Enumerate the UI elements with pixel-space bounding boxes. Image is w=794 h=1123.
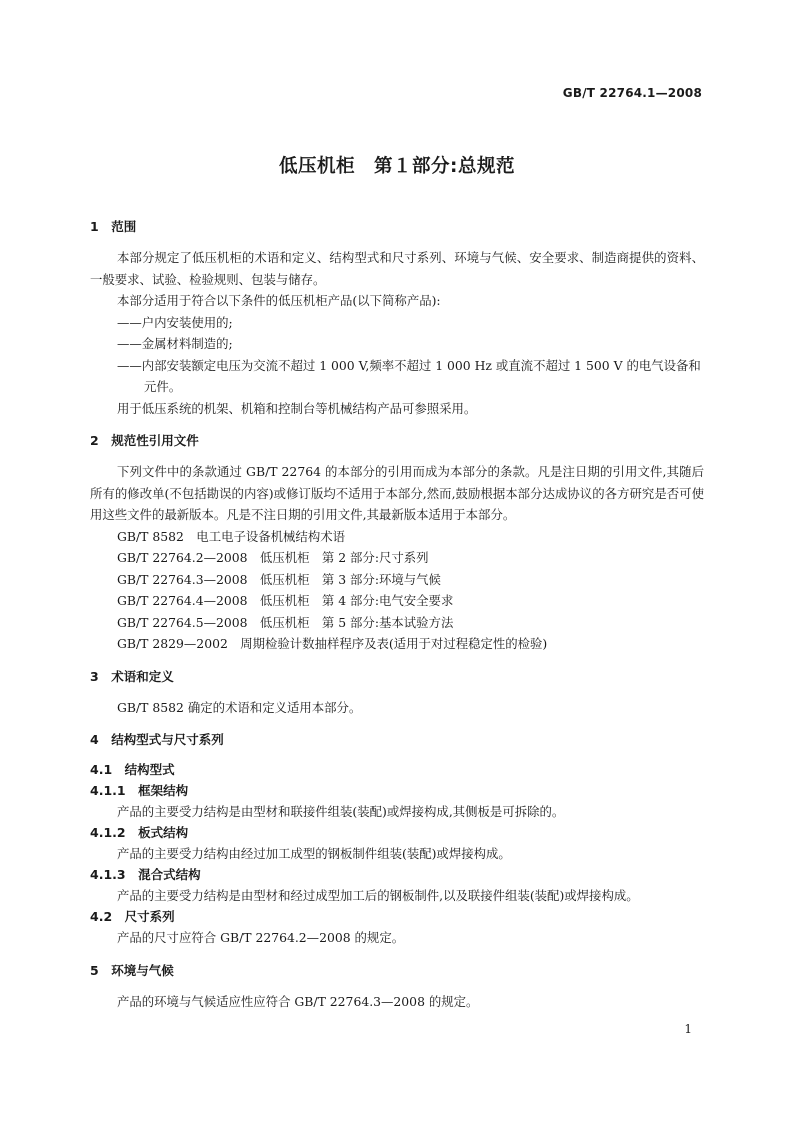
- section-4-heading: 4 结构型式与尺寸系列: [90, 732, 224, 747]
- subsection-4-1-3-heading: 4.1.3 混合式结构: [90, 866, 201, 882]
- reference-item: GB/T 8582 电工电子设备机械结构术语: [117, 528, 345, 544]
- subsection-4-1-3-text: 产品的主要受力结构是由型材和经过成型加工后的钢板制件,以及联接件组装(装配)或焊接构成。: [117, 888, 639, 903]
- subsection-4-1-2-text: 产品的主要受力结构由经过加工成型的钢板制件组装(装配)或焊接构成。: [117, 846, 511, 861]
- section-2-heading: 2 规范性引用文件: [90, 433, 199, 448]
- section-5-heading: 5 环境与气候: [90, 962, 174, 978]
- list-item: ——内部安装额定电压为交流不超过 1 000 V,频率不超过 1 000 Hz 或直流不超过 1 500 V 的电气设备和元件。: [117, 357, 701, 394]
- list-item: ——户内安装使用的;: [117, 314, 233, 330]
- section-2-paragraph-1: 下列文件中的条款通过 GB/T 22764 的本部分的引用而成为本部分的条款。凡是注日期的引用文件,其随后所有的修改单(不包括勘误的内容)或修订版均不适用于本部分,然而,鼓励根据本部分达成协议的各方研究是否可使用这些文件的最新版本。凡是不注日期的引用文件,其最新版本适用于本部分。: [90, 464, 704, 522]
- reference-item: GB/T 22764.5—2008 低压机柜 第 5 部分:基本试验方法: [117, 614, 454, 630]
- section-1-paragraph-1: 本部分规定了低压机柜的术语和定义、结构型式和尺寸系列、环境与气候、安全要求、制造商提供的资料、一般要求、试验、检验规则、包装与储存。: [90, 250, 704, 287]
- reference-item: GB/T 22764.3—2008 低压机柜 第 3 部分:环境与气候: [117, 571, 441, 587]
- reference-item: GB/T 22764.4—2008 低压机柜 第 4 部分:电气安全要求: [117, 593, 454, 608]
- subsection-4-1-1-heading: 4.1.1 框架结构: [90, 782, 189, 798]
- section-5-paragraph-1: 产品的环境与气候适应性应符合 GB/T 22764.3—2008 的规定。: [117, 993, 479, 1009]
- subsection-4-1-2-heading: 4.1.2 板式结构: [90, 824, 189, 840]
- section-1-paragraph-3: 用于低压系统的机架、机箱和控制台等机械结构产品可参照采用。: [117, 400, 477, 416]
- section-3-heading: 3 术语和定义: [90, 668, 174, 684]
- page-number: 1: [684, 1022, 692, 1036]
- document-body: [90, 217, 704, 1012]
- subsection-4-2-text: 产品的尺寸应符合 GB/T 22764.2—2008 的规定。: [117, 930, 405, 945]
- document-title: 低压机柜 第１部分:总规范: [279, 156, 515, 177]
- section-1-paragraph-2: 本部分适用于符合以下条件的低压机柜产品(以下简称产品):: [117, 293, 441, 308]
- subsection-4-2-heading: 4.2 尺寸系列: [90, 908, 175, 924]
- reference-item: GB/T 2829—2002 周期检验计数抽样程序及表(适用于对过程稳定性的检验): [117, 636, 548, 651]
- section-1-heading: 1 范围: [90, 219, 137, 234]
- subsection-4-1-heading: 4.1 结构型式: [90, 762, 175, 777]
- list-item: ——金属材料制造的;: [117, 336, 233, 351]
- subsection-4-1-1-text: 产品的主要受力结构是由型材和联接件组装(装配)或焊接构成,其侧板是可拆除的。: [117, 804, 565, 819]
- standard-code: GB/T 22764.1—2008: [562, 86, 702, 100]
- section-3-paragraph-1: GB/T 8582 确定的术语和定义适用本部分。: [117, 699, 362, 715]
- reference-item: GB/T 22764.2—2008 低压机柜 第 2 部分:尺寸系列: [117, 550, 429, 565]
